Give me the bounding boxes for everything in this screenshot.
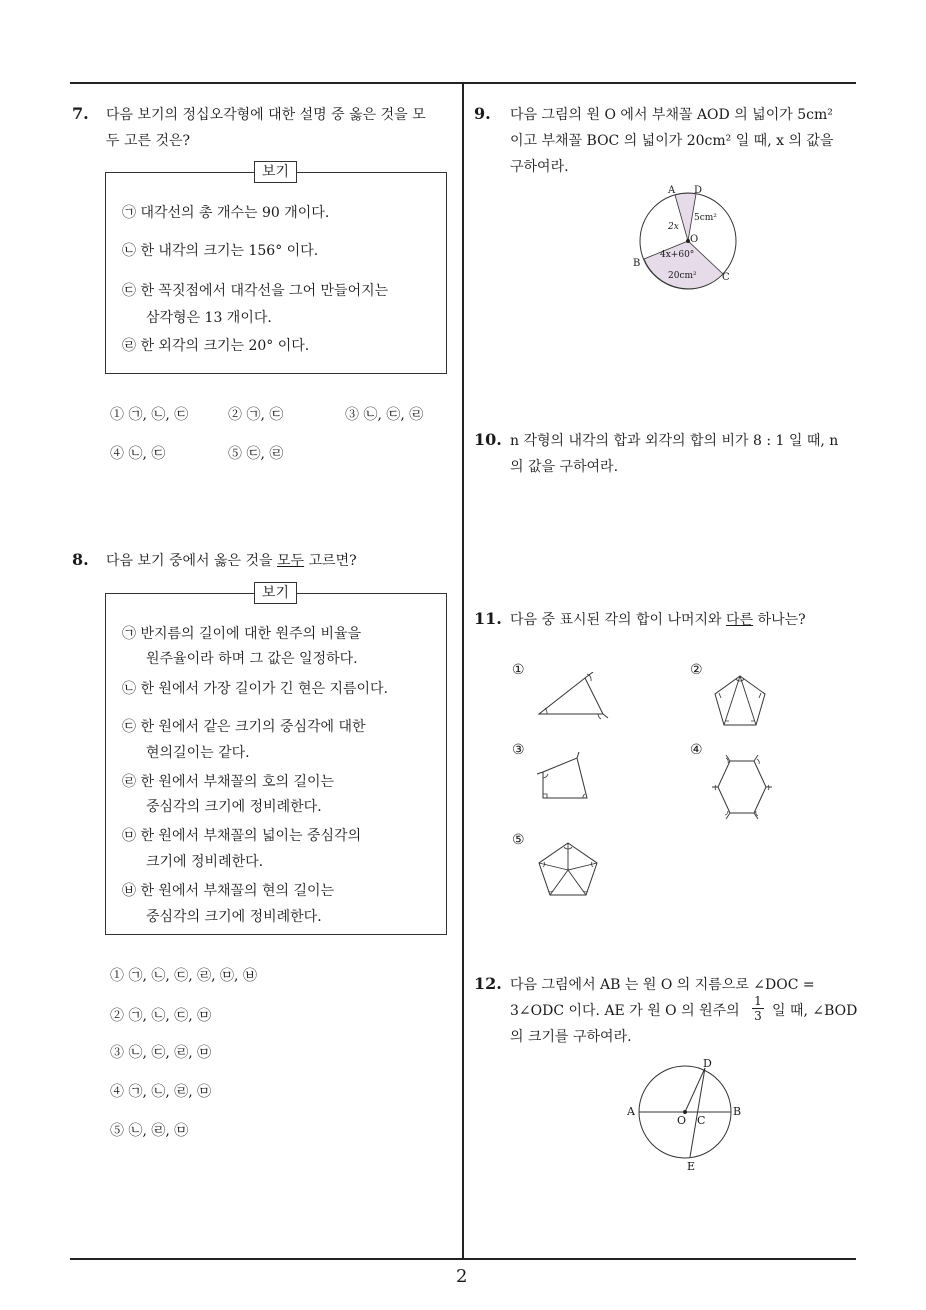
q12-text-line1: 다음 그림에서 AB 는 원 O 의 지름으로 ∠DOC =	[510, 977, 815, 993]
column-divider	[462, 82, 464, 1259]
q7-text-line2: 두 고른 것은?	[106, 133, 191, 149]
q8-item-1b: 원주율이라 하며 그 값은 일정하다.	[146, 651, 358, 667]
q11-option-5[interactable]: ⑤	[512, 832, 525, 848]
q9-text	[510, 102, 860, 180]
q8-item-5: ㉤ 한 원에서 부채꼴의 넓이는 중심각의	[122, 828, 362, 844]
q8-text-underlined: 모두	[277, 553, 305, 569]
q8-choice-2[interactable]: ② ㉠, ㉡, ㉢, ㉤	[110, 1008, 212, 1024]
q9-angle-4x60: 4x+60°	[660, 250, 695, 260]
q11-number: 11.	[474, 609, 502, 628]
q8-item-6b: 중심각의 크기에 정비례한다.	[146, 909, 322, 925]
q11-option-3[interactable]: ③	[512, 742, 525, 758]
q8-item-1: ㉠ 반지름의 길이에 대한 원주의 비율을	[122, 626, 362, 642]
page-number: 2	[456, 1266, 468, 1287]
q11-figure-3-quadrilateral	[535, 752, 605, 802]
q9-label-C: C	[722, 272, 730, 283]
q11-figure-2-pentagon-star	[710, 673, 770, 731]
q12-text-line2a: 3∠ODC 이다. AE 가 원 O 의 원주의	[510, 1003, 740, 1019]
q12-label-O: O	[677, 1114, 687, 1127]
q9-text-line3: 구하여라.	[510, 159, 569, 175]
q11-text	[510, 607, 806, 633]
q9-area-20: 20cm²	[668, 271, 697, 281]
q9-text-line2: 이고 부채꼴 BOC 의 넓이가 20cm² 일 때, x 의 값을	[510, 133, 834, 149]
q7-item-2: ㉡ 한 내각의 크기는 156° 이다.	[122, 243, 319, 259]
q10-number: 10.	[474, 430, 502, 449]
q9-number: 9.	[474, 104, 491, 123]
bottom-rule	[70, 1258, 856, 1260]
q11-text-after: 하나는?	[753, 612, 806, 628]
q8-choice-5[interactable]: ⑤ ㉡, ㉣, ㉤	[110, 1123, 189, 1139]
q11-figure-5-pentagon-center	[535, 840, 601, 898]
q7-item-3: ㉢ 한 꼭짓점에서 대각선을 그어 만들어지는	[122, 283, 389, 299]
q8-text	[106, 548, 357, 574]
q7-choice-5[interactable]: ⑤ ㉢, ㉣	[228, 446, 284, 462]
q12-frac-num: 1	[752, 994, 764, 1009]
q7-box-label: 보기	[254, 161, 297, 183]
q11-text-underlined: 다른	[726, 612, 754, 628]
q8-item-5b: 크기에 정비례한다.	[146, 854, 264, 870]
q11-option-4[interactable]: ④	[690, 742, 703, 758]
q8-number: 8.	[72, 550, 89, 569]
q12-circle-figure	[635, 1062, 735, 1162]
q8-item-4: ㉣ 한 원에서 부채꼴의 호의 길이는	[122, 774, 335, 790]
q8-item-4b: 중심각의 크기에 정비례한다.	[146, 799, 322, 815]
q8-item-3: ㉢ 한 원에서 같은 크기의 중심각에 대한	[122, 719, 366, 735]
q9-label-B: B	[633, 258, 641, 269]
q12-fraction	[752, 994, 764, 1023]
q8-choice-1[interactable]: ① ㉠, ㉡, ㉢, ㉣, ㉤, ㉥	[110, 968, 257, 984]
q8-item-6: ㉥ 한 원에서 부채꼴의 현의 길이는	[122, 883, 335, 899]
q7-choice-2[interactable]: ② ㉠, ㉢	[228, 407, 284, 423]
q11-option-2[interactable]: ②	[690, 662, 703, 678]
q8-item-3b: 현의길이는 같다.	[146, 745, 250, 761]
q9-angle-2x: 2x	[668, 222, 679, 232]
q11-figure-1-triangle	[535, 672, 615, 722]
q8-choice-4[interactable]: ④ ㉠, ㉡, ㉣, ㉤	[110, 1084, 212, 1100]
q7-choice-4[interactable]: ④ ㉡, ㉢	[110, 446, 166, 462]
q11-text-before: 다음 중 표시된 각의 합이 나머지와	[510, 612, 727, 628]
q11-figure-4-hexagon	[712, 755, 772, 819]
q7-choice-1[interactable]: ① ㉠, ㉡, ㉢	[110, 407, 189, 423]
q12-label-B: B	[733, 1105, 742, 1118]
q12-label-A: A	[627, 1105, 635, 1118]
q11-option-1[interactable]: ①	[512, 662, 525, 678]
q8-item-2: ㉡ 한 원에서 가장 길이가 긴 현은 지름이다.	[122, 681, 388, 697]
q8-box-label: 보기	[254, 582, 297, 604]
q9-label-O: O	[690, 234, 699, 245]
q8-text-before: 다음 보기 중에서 옳은 것을	[106, 553, 278, 569]
q12-text-line3: 의 크기를 구하여라.	[510, 1029, 632, 1045]
q10-text-line1: n 각형의 내각의 합과 외각의 합의 비가 8 : 1 일 때, n	[510, 433, 839, 449]
q7-number: 7.	[72, 104, 89, 123]
q12-label-E: E	[687, 1160, 696, 1173]
q9-text-line1: 다음 그림의 원 O 에서 부채꼴 AOD 의 넓이가 5cm²	[510, 107, 833, 123]
q7-item-4: ㉣ 한 외각의 크기는 20° 이다.	[122, 338, 310, 354]
q8-choice-3[interactable]: ③ ㉡, ㉢, ㉣, ㉤	[110, 1045, 212, 1061]
q9-area-5: 5cm²	[694, 213, 717, 223]
q7-text-line1: 다음 보기의 정십오각형에 대한 설명 중 옳은 것을 모	[106, 107, 426, 123]
q7-item-1: ㉠ 대각선의 총 개수는 90 개이다.	[122, 205, 330, 221]
q7-text	[106, 102, 451, 154]
q9-label-D: D	[694, 185, 703, 196]
q12-label-C: C	[697, 1114, 706, 1127]
q12-number: 12.	[474, 974, 502, 993]
q10-text-line2: 의 값을 구하여라.	[510, 459, 619, 475]
q9-label-A: A	[668, 185, 676, 196]
q7-item-3b: 삼각형은 13 개이다.	[146, 310, 272, 326]
q12-text-line2b: 일 때, ∠BOD	[772, 1003, 858, 1019]
q12-label-D: D	[703, 1057, 712, 1070]
q12-frac-den: 3	[754, 1009, 762, 1023]
q7-choice-3[interactable]: ③ ㉡, ㉢, ㉣	[345, 407, 424, 423]
q10-text	[510, 428, 860, 480]
q8-text-after: 고르면?	[304, 553, 357, 569]
